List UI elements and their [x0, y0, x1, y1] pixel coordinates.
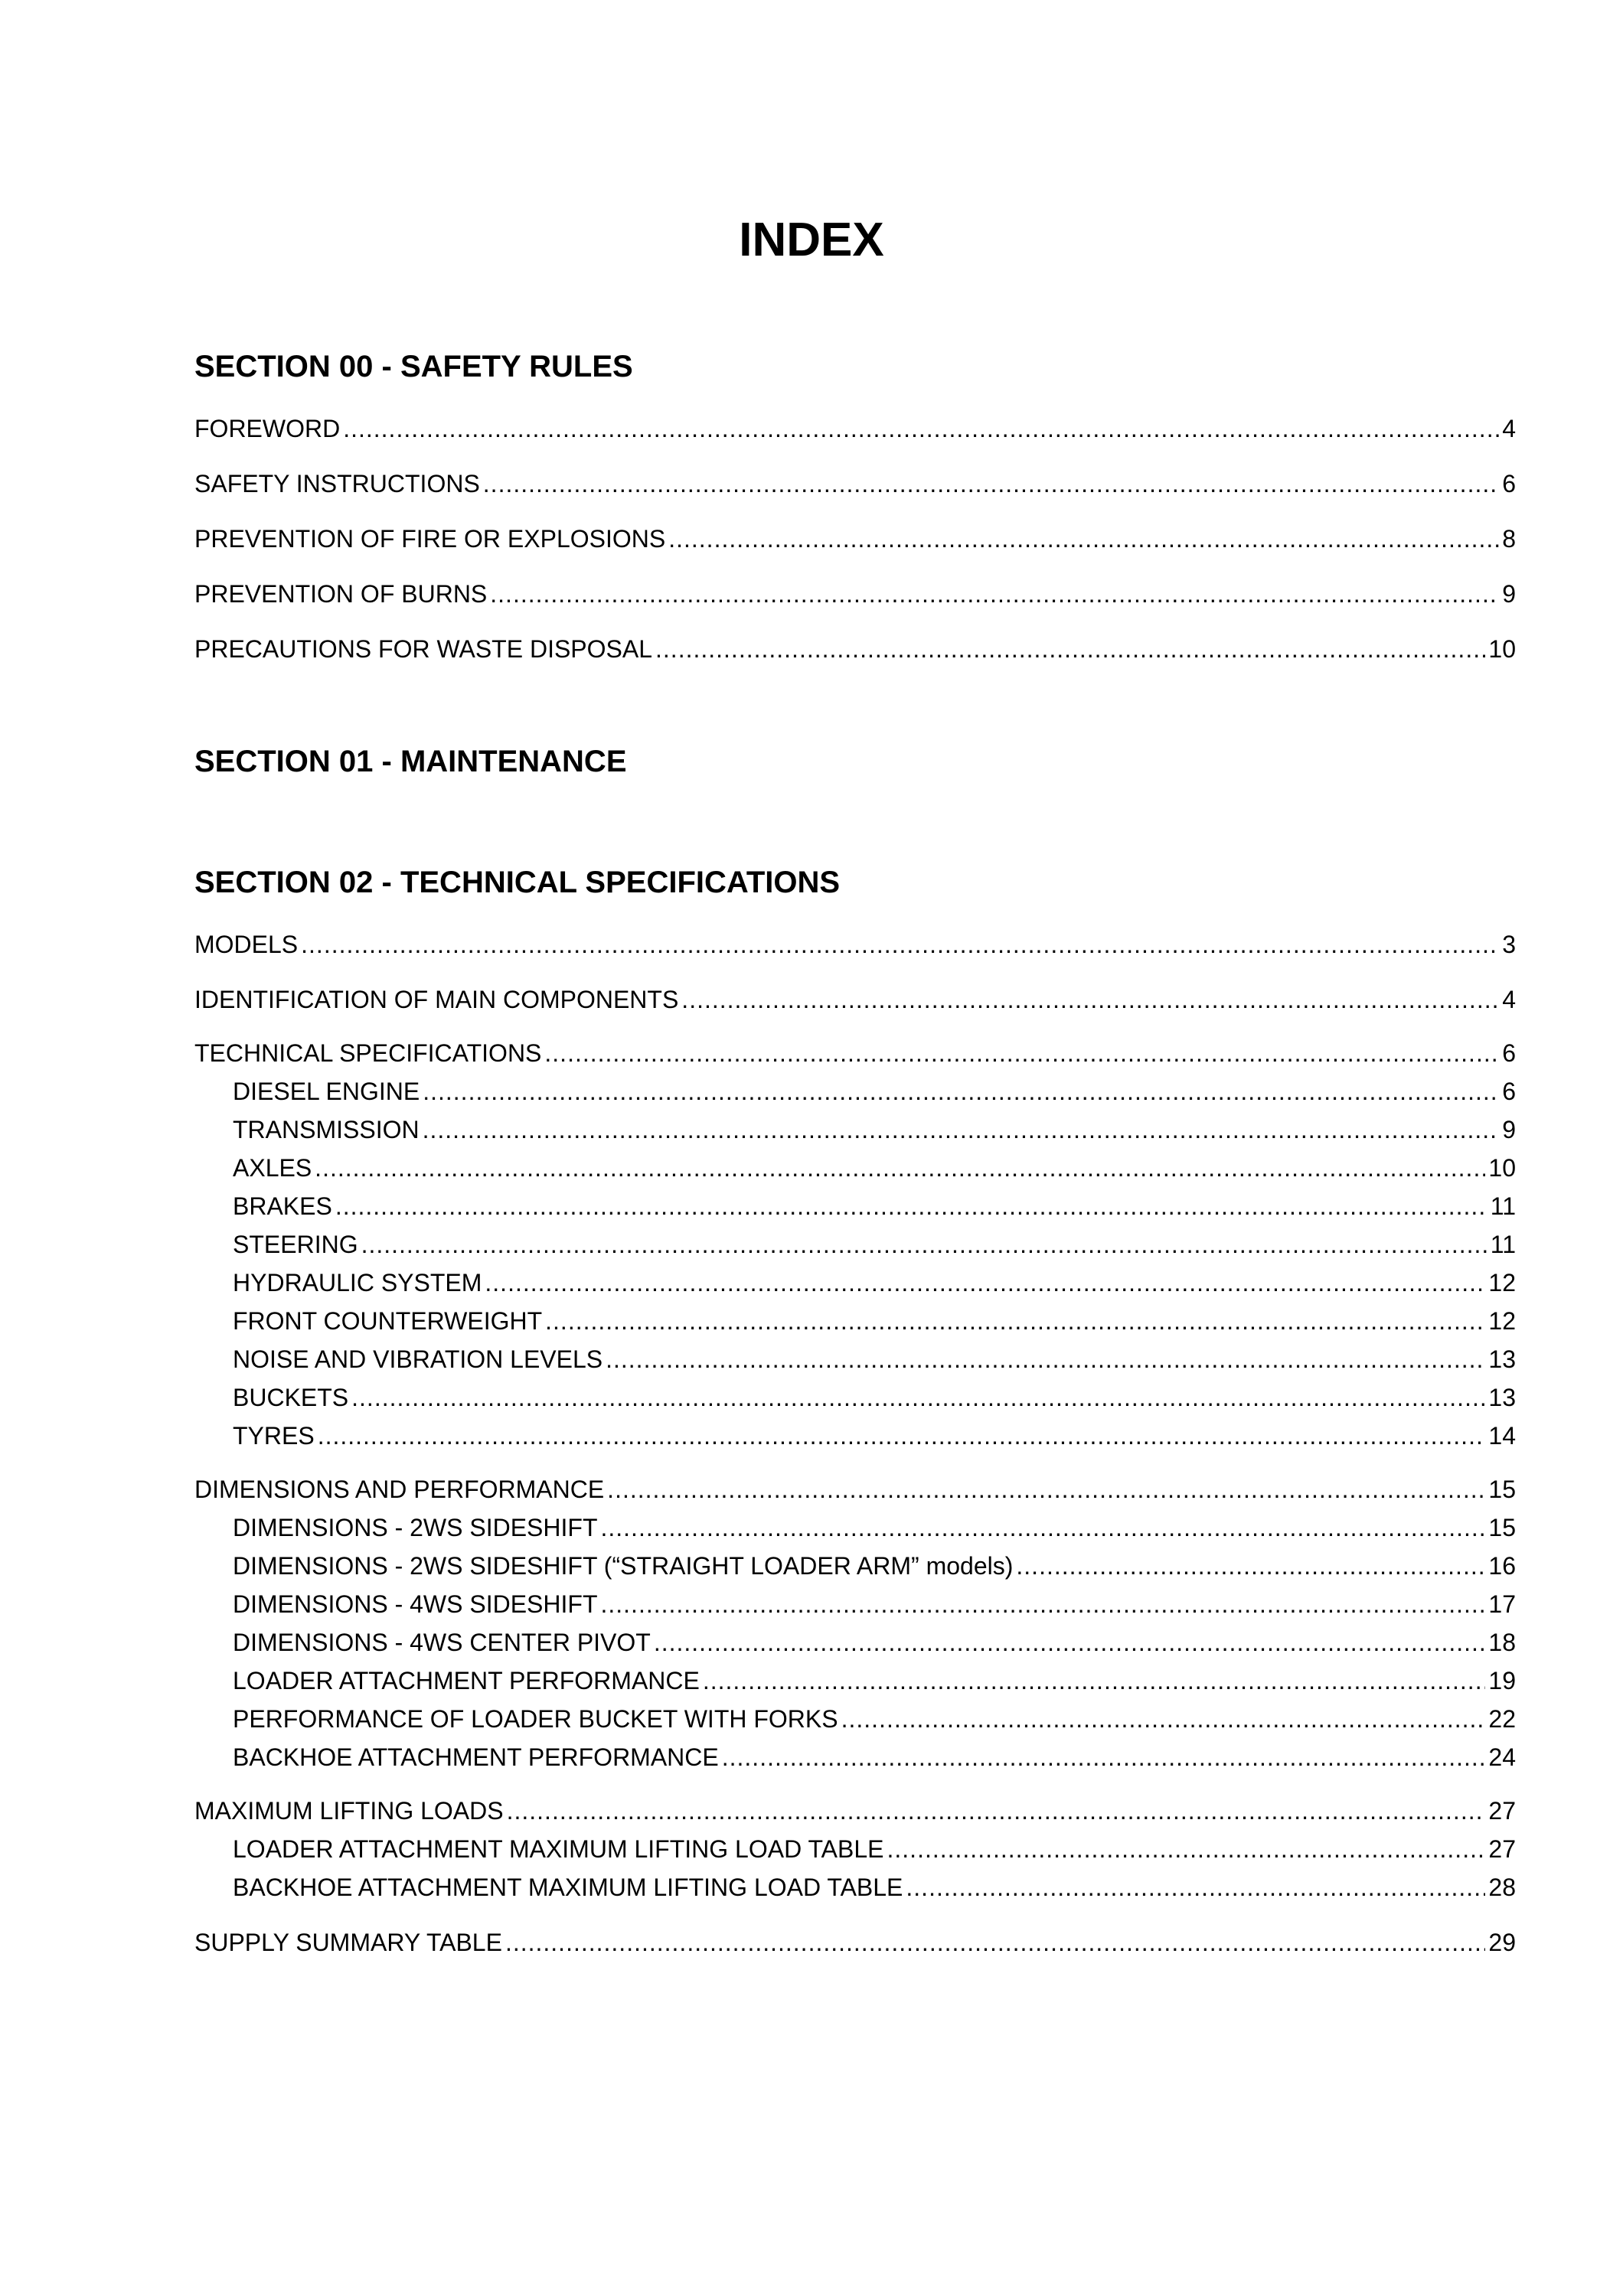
- dot-leader: [668, 523, 1499, 554]
- toc-entry-label: PREVENTION OF BURNS: [194, 580, 488, 608]
- toc-entry-page: 6: [1502, 470, 1516, 497]
- dot-leader: [906, 1872, 1485, 1903]
- toc-subentry[interactable]: [233, 1306, 1516, 1336]
- dot-leader: [361, 1229, 1487, 1260]
- toc-entry-page: 22: [1488, 1705, 1516, 1733]
- toc-entry[interactable]: [194, 1927, 1516, 1958]
- dot-leader: [654, 1627, 1486, 1658]
- toc-entry-page: 6: [1502, 1039, 1516, 1067]
- toc-entry-label: FRONT COUNTERWEIGHT: [233, 1307, 543, 1335]
- toc-entry-page: 13: [1488, 1384, 1516, 1411]
- toc-entry-label: LOADER ATTACHMENT MAXIMUM LIFTING LOAD TABLE: [233, 1835, 884, 1863]
- toc-entry[interactable]: [194, 1474, 1516, 1505]
- toc-entry-page: 19: [1488, 1667, 1516, 1694]
- dot-leader: [606, 1344, 1485, 1375]
- toc-entry-page: 28: [1488, 1874, 1516, 1901]
- toc-entry-label: MODELS: [194, 931, 299, 958]
- toc-subentry[interactable]: [233, 1344, 1516, 1375]
- toc-subentry[interactable]: [233, 1512, 1516, 1543]
- toc-entry-page: 15: [1488, 1514, 1516, 1541]
- toc-entry-page: 16: [1488, 1552, 1516, 1580]
- toc-entry-label: TRANSMISSION: [233, 1116, 420, 1143]
- toc-subentry[interactable]: [233, 1420, 1516, 1451]
- toc-subentry[interactable]: [233, 1665, 1516, 1696]
- toc-entry-page: 6: [1502, 1078, 1516, 1105]
- dot-leader: [318, 1420, 1486, 1451]
- toc-entry-page: 4: [1502, 415, 1516, 442]
- dot-leader: [841, 1704, 1486, 1734]
- toc-entry-label: AXLES: [233, 1154, 312, 1182]
- toc-entry-page: 12: [1488, 1269, 1516, 1296]
- toc-entry-page: 17: [1488, 1590, 1516, 1618]
- toc-entry-label: SAFETY INSTRUCTIONS: [194, 470, 480, 497]
- toc-entry[interactable]: [194, 984, 1516, 1015]
- toc-entry[interactable]: [194, 929, 1516, 960]
- toc-entry-label: LOADER ATTACHMENT PERFORMANCE: [233, 1667, 700, 1694]
- toc-entry-label: TECHNICAL SPECIFICATIONS: [194, 1039, 542, 1067]
- toc-subentry[interactable]: [233, 1704, 1516, 1734]
- toc-entry-page: 9: [1502, 580, 1516, 608]
- dot-leader: [600, 1589, 1485, 1619]
- dot-leader: [681, 984, 1499, 1015]
- dot-leader: [1016, 1551, 1485, 1581]
- toc-entry-page: 18: [1488, 1629, 1516, 1656]
- dot-leader: [423, 1076, 1499, 1107]
- toc-entry-label: BUCKETS: [233, 1384, 349, 1411]
- toc-subentry[interactable]: [233, 1076, 1516, 1107]
- toc-entry-label: BACKHOE ATTACHMENT MAXIMUM LIFTING LOAD TABLE: [233, 1874, 903, 1901]
- dot-leader: [600, 1512, 1485, 1543]
- toc-entry-label: DIMENSIONS - 2WS SIDESHIFT (“STRAIGHT LOADER ARM” models): [233, 1552, 1014, 1580]
- toc-entry-label: DIMENSIONS AND PERFORMANCE: [194, 1476, 605, 1503]
- toc-subentry[interactable]: [233, 1872, 1516, 1903]
- dot-leader: [505, 1927, 1485, 1958]
- toc-entry-page: 24: [1488, 1743, 1516, 1771]
- toc-subentry[interactable]: [233, 1382, 1516, 1413]
- toc-entry-label: PRECAUTIONS FOR WASTE DISPOSAL: [194, 635, 653, 663]
- toc-entry-label: HYDRAULIC SYSTEM: [233, 1269, 482, 1296]
- toc-entry-label: SUPPLY SUMMARY TABLE: [194, 1929, 502, 1956]
- toc-entry-page: 27: [1488, 1797, 1516, 1825]
- dot-leader: [490, 579, 1499, 609]
- toc-entry-page: 11: [1490, 1192, 1516, 1220]
- toc-entry-label: DIMENSIONS - 4WS SIDESHIFT: [233, 1590, 598, 1618]
- toc-entry-page: 10: [1488, 635, 1516, 663]
- section-heading-01: SECTION 01 - MAINTENANCE: [194, 745, 627, 778]
- dot-leader: [315, 1153, 1485, 1183]
- toc-entry-label: NOISE AND VIBRATION LEVELS: [233, 1345, 603, 1373]
- toc-subentry[interactable]: [233, 1114, 1516, 1145]
- toc-entry-label: PERFORMANCE OF LOADER BUCKET WITH FORKS: [233, 1705, 838, 1733]
- toc-entry-page: 3: [1502, 931, 1516, 958]
- toc-entry-label: IDENTIFICATION OF MAIN COMPONENTS: [194, 986, 679, 1013]
- dot-leader: [343, 413, 1499, 444]
- toc-subentry[interactable]: [233, 1551, 1516, 1581]
- dot-leader: [335, 1191, 1487, 1221]
- toc-entry-page: 8: [1502, 525, 1516, 553]
- toc-subentry[interactable]: [233, 1834, 1516, 1864]
- toc-entry[interactable]: [194, 413, 1516, 444]
- toc-entry[interactable]: [194, 1038, 1516, 1068]
- section-heading-02: SECTION 02 - TECHNICAL SPECIFICATIONS: [194, 866, 841, 899]
- dot-leader: [607, 1474, 1485, 1505]
- toc-entry-label: DIMENSIONS - 2WS SIDESHIFT: [233, 1514, 598, 1541]
- toc-entry[interactable]: [194, 468, 1516, 499]
- dot-leader: [703, 1665, 1486, 1696]
- section-heading-00: SECTION 00 - SAFETY RULES: [194, 350, 633, 383]
- toc-entry-label: FOREWORD: [194, 415, 341, 442]
- toc-subentry[interactable]: [233, 1742, 1516, 1773]
- toc-entry[interactable]: [194, 579, 1516, 609]
- toc-entry[interactable]: [194, 1795, 1516, 1826]
- toc-entry-label: DIMENSIONS - 4WS CENTER PIVOT: [233, 1629, 651, 1656]
- toc-entry-label: TYRES: [233, 1422, 315, 1450]
- toc-entry-page: 4: [1502, 986, 1516, 1013]
- toc-entry-page: 9: [1502, 1116, 1516, 1143]
- dot-leader: [722, 1742, 1486, 1773]
- toc-entry-page: 11: [1490, 1231, 1516, 1258]
- toc-entry-page: 27: [1488, 1835, 1516, 1863]
- toc-entry-label: BACKHOE ATTACHMENT PERFORMANCE: [233, 1743, 719, 1771]
- dot-leader: [423, 1114, 1500, 1145]
- toc-subentry[interactable]: [233, 1267, 1516, 1298]
- toc-entry-page: 12: [1488, 1307, 1516, 1335]
- toc-entry-page: 10: [1488, 1154, 1516, 1182]
- toc-subentry[interactable]: [233, 1191, 1516, 1221]
- toc-entry-label: STEERING: [233, 1231, 358, 1258]
- toc-entry-page: 15: [1488, 1476, 1516, 1503]
- dot-leader: [887, 1834, 1486, 1864]
- toc-entry-page: 13: [1488, 1345, 1516, 1373]
- dot-leader: [507, 1795, 1486, 1826]
- dot-leader: [485, 1267, 1485, 1298]
- toc-entry[interactable]: [194, 523, 1516, 554]
- dot-leader: [545, 1306, 1485, 1336]
- toc-entry-label: PREVENTION OF FIRE OR EXPLOSIONS: [194, 525, 666, 553]
- toc-entry-page: 29: [1488, 1929, 1516, 1956]
- toc-subentry[interactable]: [233, 1153, 1516, 1183]
- toc-entry[interactable]: [194, 634, 1516, 664]
- toc-entry-label: DIESEL ENGINE: [233, 1078, 420, 1105]
- dot-leader: [544, 1038, 1499, 1068]
- page-title: INDEX: [739, 214, 884, 266]
- toc-entry-page: 14: [1488, 1422, 1516, 1450]
- toc-entry-label: MAXIMUM LIFTING LOADS: [194, 1797, 504, 1825]
- toc-subentry[interactable]: [233, 1627, 1516, 1658]
- toc-subentry[interactable]: [233, 1229, 1516, 1260]
- dot-leader: [655, 634, 1485, 664]
- toc-entry-label: BRAKES: [233, 1192, 332, 1220]
- dot-leader: [301, 929, 1499, 960]
- dot-leader: [483, 468, 1499, 499]
- toc-subentry[interactable]: [233, 1589, 1516, 1619]
- dot-leader: [351, 1382, 1485, 1413]
